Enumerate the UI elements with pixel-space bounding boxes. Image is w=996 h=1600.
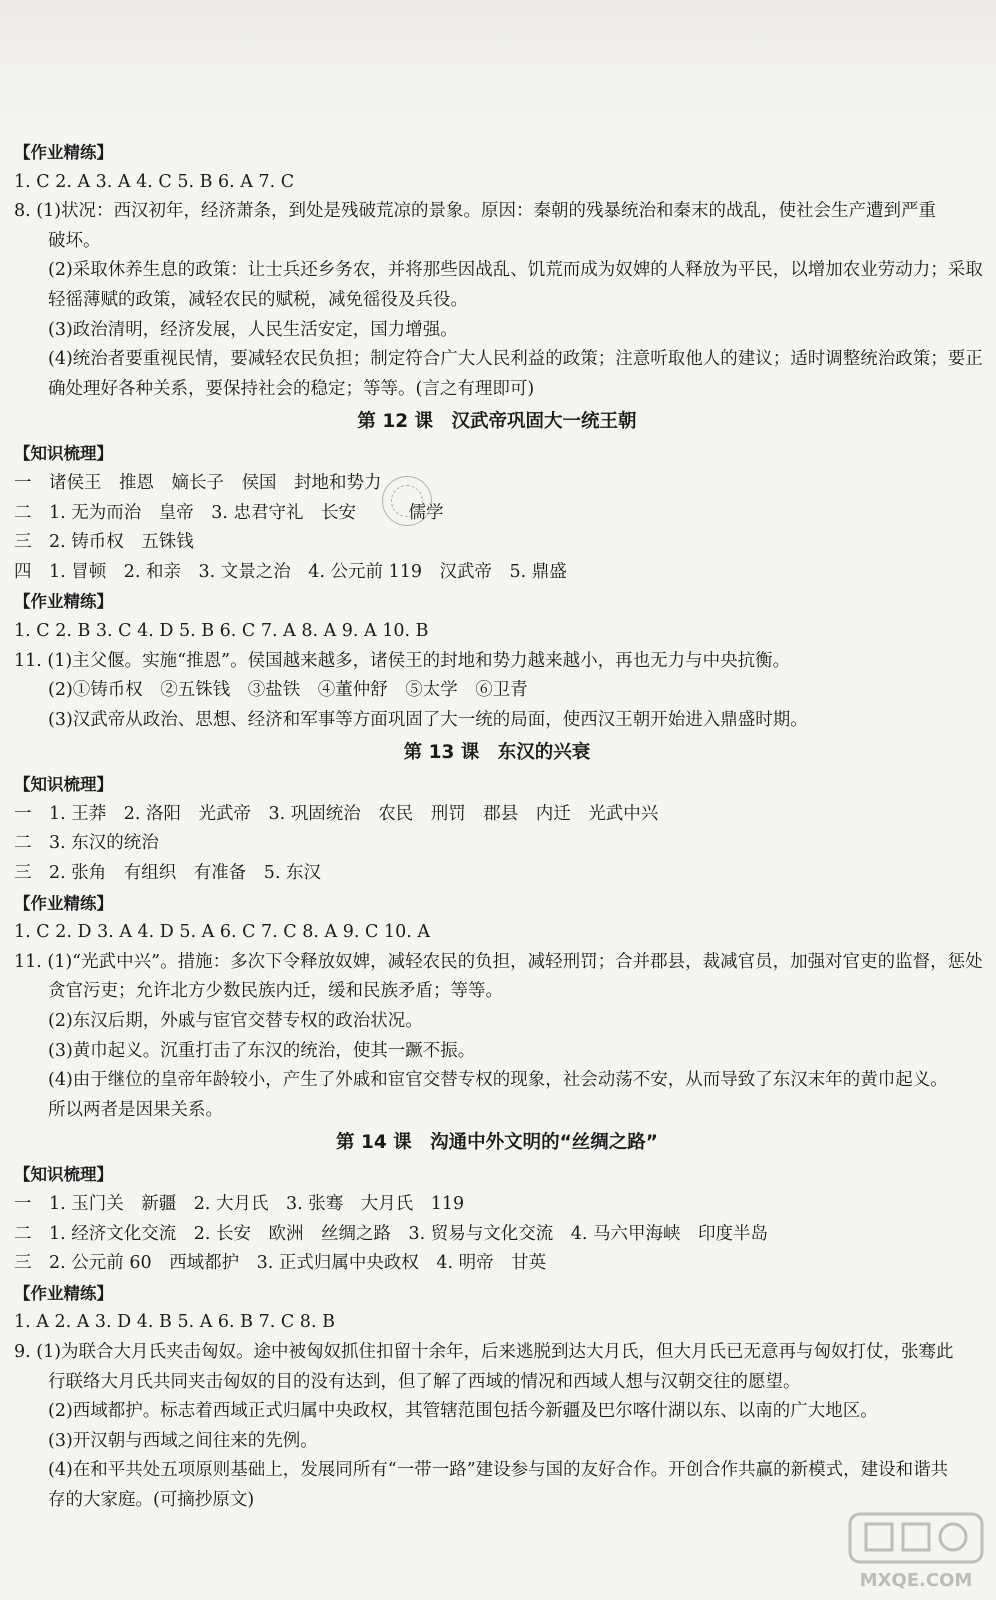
answer-line: 破坏。 xyxy=(48,230,101,251)
answer-line: 二 3. 东汉的统治 xyxy=(14,833,159,854)
answer-line: (3)黄巾起义。沉重打击了东汉的统治，使其一蹶不振。 xyxy=(48,1040,476,1061)
answer-line: 1. C 2. A 3. A 4. C 5. B 6. A 7. C xyxy=(14,171,295,192)
section-heading: 【作业精练】 xyxy=(14,143,113,162)
page-top-band xyxy=(0,0,996,120)
answer-line: 存的大家庭。(可摘抄原文) xyxy=(48,1489,255,1510)
watermark-text: MXQE.COM xyxy=(859,1570,973,1591)
answer-line: 1. C 2. D 3. A 4. D 5. A 6. C 7. C 8. A 9. C 10. A xyxy=(14,922,430,943)
answer-line: 三 2. 张角 有组织 有准备 5. 东汉 xyxy=(14,863,322,884)
answer-line: 8. (1)状况：西汉初年，经济萧条，到处是残破荒凉的景象。原因：秦朝的残暴统治和秦末的战乱，使社会生产遭到严重 xyxy=(14,201,937,222)
answer-line: (2)采取休养生息的政策：让士兵还乡务农，并将那些因战乱、饥荒而成为奴婢的人释放为平民，以增加农业劳动力；采取 xyxy=(48,260,983,281)
answer-content xyxy=(14,138,983,1516)
answer-line: 一 1. 玉门关 新疆 2. 大月氏 3. 张骞 大月氏 119 xyxy=(14,1194,465,1214)
lesson-title: 第 12 课 汉武帝巩固大一统王朝 xyxy=(357,411,637,433)
section-heading: 【作业精练】 xyxy=(14,893,113,913)
answer-line: 四 1. 冒顿 2. 和亲 3. 文景之治 4. 公元前 119 汉武帝 5. 鼎盛 xyxy=(14,561,567,582)
answer-line: 二 1. 经济文化交流 2. 长安 欧洲 丝绸之路 3. 贸易与文化交流 4. 马六甲海峡 印度半岛 xyxy=(14,1223,769,1244)
answer-line: (4)在和平共处五项原则基础上，发展同所有“一带一路”建设参与国的友好合作。开创合作共赢的新模式，建设和谐共 xyxy=(48,1460,949,1481)
answer-line: 一 1. 王莽 2. 洛阳 光武帝 3. 巩固统治 农民 刑罚 郡县 内迁 光武中兴 xyxy=(14,803,659,824)
answer-line: 所以两者是因果关系。 xyxy=(48,1099,223,1120)
section-heading: 【作业精练】 xyxy=(14,592,113,612)
watermark-logo-icon xyxy=(846,1510,986,1592)
section-heading: 【知识梳理】 xyxy=(14,444,113,464)
section-heading: 【知识梳理】 xyxy=(14,1165,113,1185)
answer-line: (3)汉武帝从政治、思想、经济和军事等方面巩固了大一统的局面，使西汉王朝开始进入鼎盛时期。 xyxy=(48,709,808,730)
answer-line: (4)由于继位的皇帝年龄较小，产生了外戚和宦官交替专权的现象，社会动荡不安，从而导致了东汉末年的黄巾起义。 xyxy=(48,1070,948,1091)
answer-line: (3)开汉朝与西域之间往来的先例。 xyxy=(48,1430,318,1451)
answer-line: (2)东汉后期，外戚与宦官交替专权的政治状况。 xyxy=(48,1011,423,1032)
answer-line: 轻徭薄赋的政策，减轻农民的赋税，减免徭役及兵役。 xyxy=(48,289,468,310)
answer-line: 11. (1)“光武中兴”。措施：多次下令释放奴婢，减轻农民的负担，减轻刑罚；合并郡县，裁减官员，加强对官吏的监督，惩处 xyxy=(14,951,983,972)
answer-line: 三 2. 公元前 60 西域都护 3. 正式归属中央政权 4. 明帝 甘英 xyxy=(14,1253,547,1274)
answer-line: 11. (1)主父偃。实施“推恩”。侯国越来越多，诸侯王的封地和势力越来越小，再也无力与中央抗衡。 xyxy=(14,650,791,671)
stamp-seal-icon xyxy=(382,476,432,526)
answer-line: 1. A 2. A 3. D 4. B 5. A 6. B 7. C 8. B xyxy=(14,1312,335,1333)
answer-line: 一 诸侯王 推恩 嫡长子 侯国 封地和势力 xyxy=(14,472,382,493)
lesson-title: 第 14 课 沟通中外文明的“丝绸之路” xyxy=(336,1132,658,1154)
section-heading: 【知识梳理】 xyxy=(14,775,113,795)
answer-line: (4)统治者要重视民情，要减轻农民负担；制定符合广大人民利益的政策；注意听取他人的建议；适时调整统治政策；要正 xyxy=(48,349,983,370)
answer-line: 9. (1)为联合大月氏夹击匈奴。途中被匈奴抓住扣留十余年，后来逃脱到达大月氏，但大月氏已无意再与匈奴打仗，张骞此 xyxy=(14,1341,954,1362)
answer-line: 1. C 2. B 3. C 4. D 5. B 6. C 7. A 8. A 9. A 10. B xyxy=(14,620,429,641)
answer-line: 贪官污吏；允许北方少数民族内迁，缓和民族矛盾；等等。 xyxy=(48,981,503,1002)
answer-line: 行联络大月氏共同夹击匈奴的目的没有达到，但了解了西域的情况和西域人想与汉朝交往的愿望。 xyxy=(48,1371,801,1392)
answer-line: (2)①铸币权 ②五铢钱 ③盐铁 ④董仲舒 ⑤太学 ⑥卫青 xyxy=(48,680,528,701)
answer-line: (2)西域都护。标志着西域正式归属中央政权，其管辖范围包括今新疆及巴尔喀什湖以东、以南的广大地区。 xyxy=(48,1401,878,1422)
answer-line: (3)政治清明，经济发展，人民生活安定，国力增强。 xyxy=(48,319,458,340)
answer-line: 三 2. 铸币权 五铢钱 xyxy=(14,532,194,553)
section-heading: 【作业精练】 xyxy=(14,1283,113,1303)
lesson-title: 第 13 课 东汉的兴衰 xyxy=(403,742,591,764)
watermark-logo-svg xyxy=(846,1510,986,1592)
answer-line: 确处理好各种关系，要保持社会的稳定；等等。(言之有理即可) xyxy=(48,378,535,399)
answer-line: 二 1. 无为而治 皇帝 3. 忠君守礼 长安 儒学 xyxy=(14,502,444,523)
